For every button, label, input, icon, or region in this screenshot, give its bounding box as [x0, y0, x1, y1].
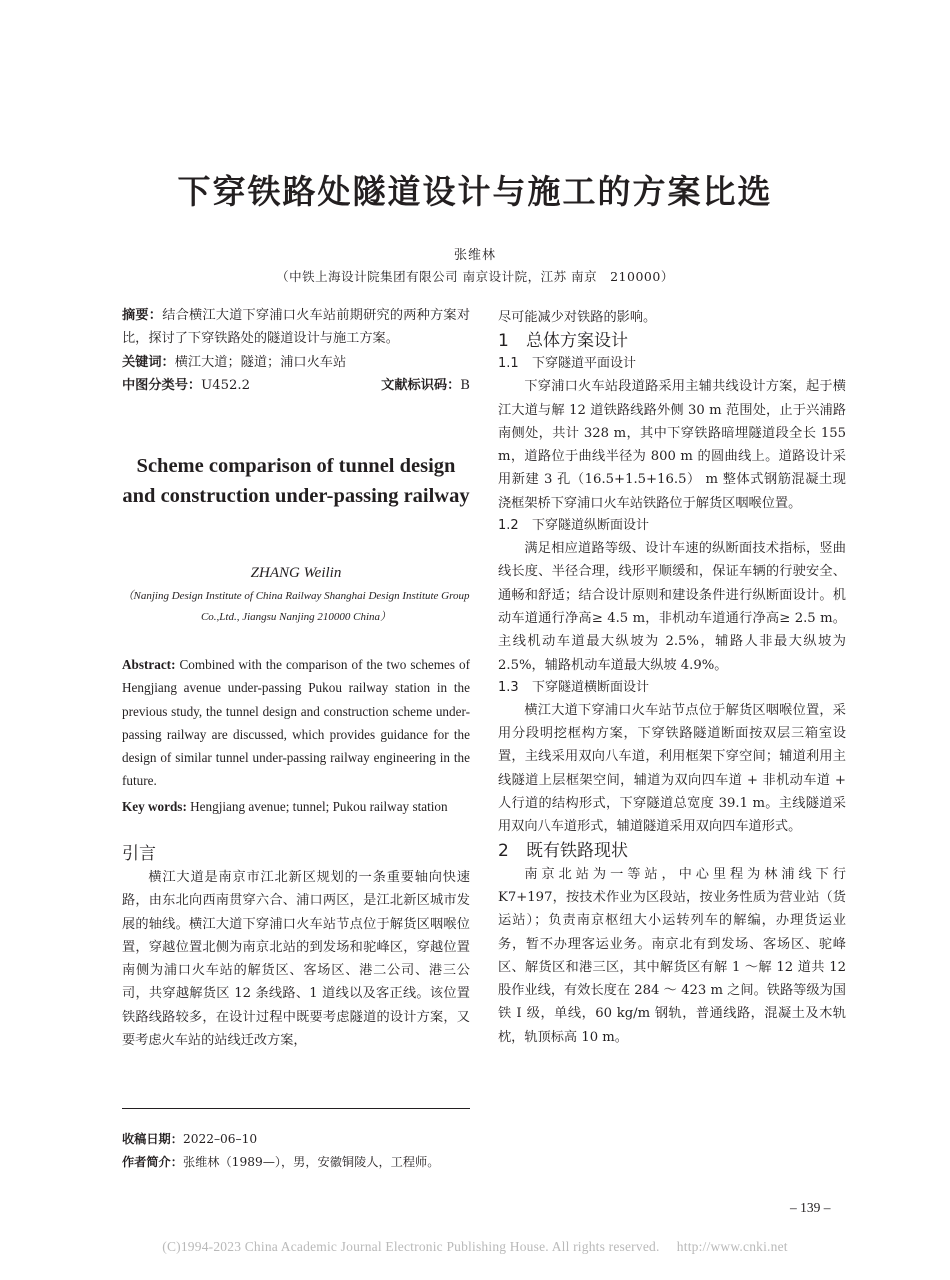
section-1-3-heading [498, 677, 846, 699]
section-2-number: 2 [498, 840, 509, 861]
section-1-3-text: 横江大道下穿浦口火车站节点位于解货区咽喉位置，采用分段明挖框构方案，下穿铁路隧道断面按双层三箱室设置，主线采用双向八车道，利用框架下穿空间；辅道利用主线隧道上层框架空间，辅道为双向四车道 + 非机动车道 + 人行道的结构形式，下穿隧道总宽度 39.1 m。主线隧道采用双向八车道形式，辅道隧道采用双向四车道形式。 [498, 702, 846, 835]
author-cn: 张维林 [453, 248, 496, 263]
section-1-heading [498, 329, 846, 353]
section-2-text: 南京北站为一等站，中心里程为林浦线下行 K7+197，按技术作业为区段站，按业务性质为营业站（货运站）；负责南京枢纽大小运转列车的解编，办理货运业务，暂不办理客运业务。南京北有到发场、客场区、驼峰区、解货区和港三区，其中解货区有解 1 ～解 12 道共 12 股作业线，有效长度在 284 ～ 423 m 之间。铁路等级为国铁 Ⅰ 级，单线，60 kg/m 钢轨，普通线路，混凝土及木轨枕，轨顶标高 10 m。 [498, 866, 846, 1045]
section-1-2-number: 1.2 [498, 518, 519, 534]
section-2-heading [498, 839, 846, 863]
author-bio-label: 作者简介： [122, 1155, 183, 1169]
abstract-en-text: Combined with the comparison of the two schemes of Hengjiang avenue under-passing Pukou railway station in the previous study, the tunnel design and construction scheme under-passing railway are discussed, which provides guidance for the design of similar tunnel under-passing railway engineering in the future. [122, 657, 470, 789]
paper-title-cn: 下穿铁路处隧道设计与施工的方案比选 [177, 172, 773, 211]
keywords-en-label: Key words: [122, 799, 187, 814]
keywords-cn-text: 横江大道；隧道；浦口火车站 [174, 354, 347, 370]
section-1-2-heading [498, 515, 846, 537]
received-value: 2022–06–10 [182, 1132, 258, 1146]
intro-continued: 尽可能减少对铁路的影响。 [498, 310, 657, 325]
page-number: – 139 – [790, 1200, 831, 1215]
intro-text: 横江大道是南京市江北新区规划的一条重要轴向快速路，由东北向西南贯穿六合、浦口两区，是江北新区城市发展的轴线。横江大道下穿浦口火车站节点位于解货区咽喉位置，穿越位置北侧为南京北站的到发场和驼峰区，穿越位置南侧为浦口火车站的解货区、客场区、港二公司、港三公司，共穿越解货区 12 条线路、1 道线以及客正线。该位置铁路线路较多，在设计过程中既要考虑隧道的设计方案，又要考虑火车站的站线迁改方案， [122, 870, 470, 1049]
section-1-3-number: 1.3 [498, 679, 519, 695]
received-label: 收稿日期： [122, 1132, 183, 1146]
section-1-2-title: 下穿隧道纵断面设计 [532, 518, 650, 534]
abstract-en-label: Abstract: [122, 657, 176, 672]
abstract-cn-label: 摘要： [122, 308, 163, 323]
abstract-en [122, 653, 470, 793]
affiliation-cn: （中铁上海设计院集团有限公司 南京设计院，江苏 南京 210000） [276, 269, 674, 284]
section-1-title: 总体方案设计 [526, 331, 628, 352]
section-1-1-text: 下穿浦口火车站段道路采用主辅共线设计方案，起于横江大道与解 12 道铁路线路外侧 30 m 范围处，止于兴浦路南侧处，共计 328 m，其中下穿铁路暗埋隧道段全长 155 m，道路位于曲线半径为 800 m 的圆曲线上。道路设计采用新建 3 孔（16.5+1.5+16.5） m 整体式钢筋混凝土现浇框架桥下穿浦口火车站铁路位于解货区咽喉位置。 [498, 379, 846, 511]
section-1-1-heading [498, 353, 846, 375]
footnote-divider [122, 1108, 470, 1109]
section-1-1-number: 1.1 [498, 356, 519, 372]
affiliation-en: （Nanjing Design Institute of China Railway Shanghai Design Institute Group Co.,Ltd., Jiangsu Nanjing 210000 China） [122, 590, 470, 623]
doc-code-value: B [460, 377, 470, 393]
section-1-number: 1 [498, 331, 509, 352]
right-column [498, 306, 846, 1049]
doc-code-label: 文献标识码： [381, 377, 461, 393]
intro-heading: 引言 [122, 844, 156, 864]
section-1-3-title: 下穿隧道横断面设计 [532, 679, 650, 695]
section-1-1-title: 下穿隧道平面设计 [532, 356, 637, 372]
section-2-title: 既有铁路现状 [526, 840, 628, 861]
author-bio-value: 张维林（1989—），男，安徽铜陵人，工程师。 [182, 1155, 440, 1169]
paper-title-en: Scheme comparison of tunnel design and construction under-passing railway [122, 455, 470, 507]
copyright-watermark: (C)1994-2023 China Academic Journal Electronic Publishing House. All rights reserved. http://www.cnki.net [162, 1239, 788, 1254]
footnote [122, 1128, 470, 1174]
section-1-2-text: 满足相应道路等级、设计车速的纵断面技术指标，竖曲线长度、半径合理，线形平顺缓和，保证车辆的行驶安全、通畅和舒适；结合设计原则和建设条件进行纵断面设计。机动车道通行净高≥ 4.5 m，非机动车道通行净高≥ 2.5 m。主线机动车道最大纵坡为 2.5%，辅路人非最大纵坡为 2.5%，辅路机动车道最大纵坡 4.9%。 [498, 541, 846, 673]
abstract-cn-text: 结合横江大道下穿浦口火车站前期研究的两种方案对比，探讨了下穿铁路处的隧道设计与施工方案。 [122, 308, 471, 347]
author-en: ZHANG Weilin [250, 565, 342, 581]
clc-label: 中图分类号： [122, 377, 202, 393]
clc-value: U452.2 [201, 377, 250, 393]
keywords-cn-label: 关键词： [122, 354, 175, 370]
keywords-en [122, 795, 470, 818]
keywords-en-text: Hengjiang avenue; tunnel; Pukou railway station [186, 799, 448, 814]
abstract-cn-block [122, 304, 470, 397]
intro-section [122, 842, 470, 1052]
